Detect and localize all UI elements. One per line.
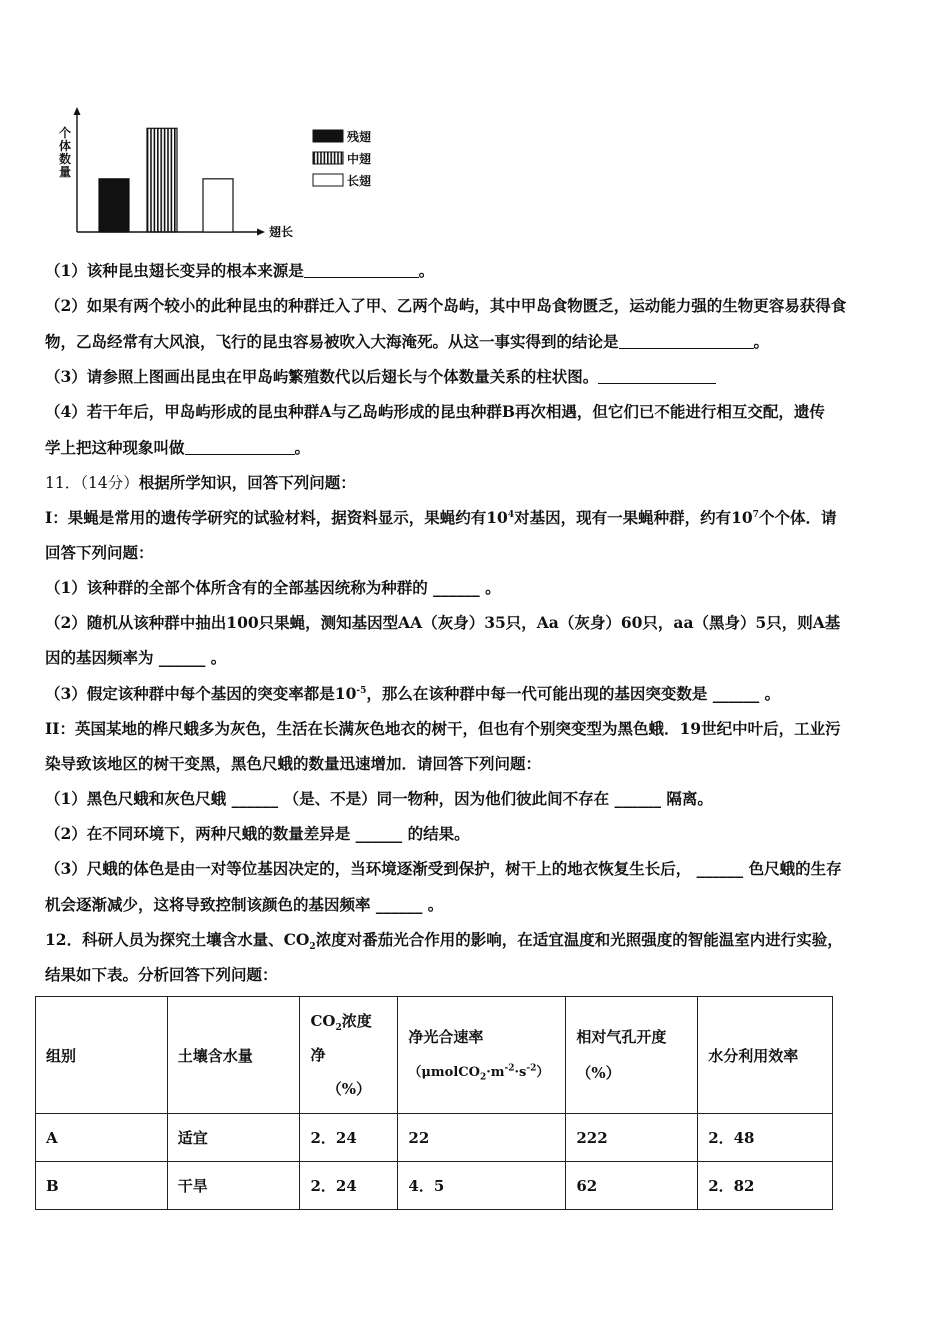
q11-title: 11．（14分）根据所学知识，回答下列问题： (45, 473, 356, 492)
header-net-photosynthesis: 净光合速率 $(\mu molCO_2\cdot m^{-2}\cdot s^{-2})$ (398, 997, 566, 1114)
legend-swatch-中翅 (313, 152, 343, 164)
answer-blank[interactable] (598, 367, 716, 384)
q11-i-part2-line1: （2）随机从该种群中抽出100只果蝇，测知基因型AA（灰身）35只，Aa（灰身）60只，aa（黑身）5只，则A基 (45, 613, 841, 632)
table-row (36, 1114, 833, 1162)
q11-i-line2: 回答下列问题： (45, 543, 154, 562)
cell-stoma: 62 (566, 1162, 698, 1210)
legend-swatch-长翅 (313, 174, 343, 186)
q10-part1: （1）该种昆虫翅长变异的根本来源是 。 (45, 261, 435, 280)
answer-blank[interactable] (619, 332, 754, 349)
header-stomatal-opening: 相对气孔开度 （%） (566, 997, 698, 1114)
cell-co2: 2．24 (300, 1114, 398, 1162)
q11-i-line1: I：果蝇是常用的遗传学研究的试验材料，据资料显示，果蝇约有$10^4$对基因，现有一果蝇种群，约有$10^7$个个体．请 (45, 508, 837, 527)
cell-water: 2．82 (698, 1162, 833, 1210)
x-axis-label: 翅长 (269, 225, 294, 239)
results-table (35, 996, 833, 1210)
y-axis-label-char: 量 (59, 165, 72, 179)
y-axis-label-char: 个 (59, 126, 72, 140)
x-axis-arrow (257, 229, 265, 236)
header-group: 组别 (36, 997, 168, 1114)
bar-残翅 (99, 179, 129, 232)
cell-group: A (36, 1114, 168, 1162)
cell-photo: 22 (398, 1114, 566, 1162)
legend-label: 残翅 (347, 130, 372, 144)
q11-ii-line2: 染导致该地区的树干变黑，黑色尺蛾的数量迅速增加．请回答下列问题： (45, 754, 542, 773)
q10-part2-line1: （2）如果有两个较小的此种昆虫的种群迁入了甲、乙两个岛屿，其中甲岛食物匮乏，运动能力强的生物更容易获得食 (45, 296, 847, 315)
legend-label: 中翅 (347, 152, 372, 166)
cell-group: B (36, 1162, 168, 1210)
bar-长翅 (203, 179, 233, 232)
q10-part3: （3）请参照上图画出昆虫在甲岛屿繁殖数代以后翅长与个体数量关系的柱状图。 (45, 366, 905, 388)
q10-part4-line2: 学上把这种现象叫做 。 (45, 438, 311, 457)
table-row (36, 1162, 833, 1210)
q11-i-part3: （3）假定该种群中每个基因的突变率都是$10^{-5}$，那么在该种群中每一代可能出现的基因突变数是 ______ 。 (45, 684, 781, 703)
legend-label: 长翅 (347, 174, 372, 188)
q11-i-part2-line2: 因的基因频率为 ______ 。 (45, 648, 227, 667)
q12-line1: 12．科研人员为探究土壤含水量、$CO_2$浓度对番茄光合作用的影响，在适宜温度和光照强度的智能温室内进行实验， (45, 930, 843, 953)
cell-soil: 适宜 (167, 1114, 300, 1162)
cell-water: 2．48 (698, 1114, 833, 1162)
answer-blank[interactable] (185, 438, 295, 455)
header-water-efficiency: 水分利用效率 (698, 997, 833, 1114)
q11-ii-part1: （1）黑色尺蛾和灰色尺蛾 ______ （是、不是）同一物种，因为他们彼此间不存在 ______ 隔离。 (45, 789, 713, 808)
wing-length-bar-chart (55, 105, 385, 245)
header-soil-water: 土壤含水量 (167, 997, 300, 1114)
cell-stoma: 222 (566, 1114, 698, 1162)
cell-soil: 干旱 (167, 1162, 300, 1210)
q11-ii-line1: II：英国某地的桦尺蛾多为灰色，生活在长满灰色地衣的树干，但也有个别突变型为黑色蛾．19世纪中叶后，工业污 (45, 719, 841, 738)
y-axis-label-char: 体 (59, 139, 72, 153)
q11-ii-part3-line1: （3）尺蛾的体色是由一对等位基因决定的，当环境逐渐受到保护，树干上的地衣恢复生长后， ______ 色尺蛾的生存 (45, 859, 842, 878)
legend-swatch-残翅 (313, 130, 343, 142)
q11-ii-part2: （2）在不同环境下，两种尺蛾的数量差异是 ______ 的结果。 (45, 824, 470, 843)
q10-part2-line2: 物，乙岛经常有大风浪，飞行的昆虫容易被吹入大海淹死。从这一事实得到的结论是 。 (45, 332, 770, 351)
y-axis-label (59, 125, 71, 179)
answer-blank[interactable] (304, 261, 419, 278)
chart-legend (313, 129, 371, 188)
bar-中翅 (147, 128, 177, 232)
header-co2: $CO_2$浓度 净 （%） (300, 997, 398, 1114)
table-header-row (36, 997, 833, 1114)
cell-photo: 4．5 (398, 1162, 566, 1210)
q11-ii-part3-line2: 机会逐渐减少，这将导致控制该颜色的基因频率 ______ 。 (45, 895, 444, 914)
cell-co2: 2．24 (300, 1162, 398, 1210)
y-axis-label-char: 数 (59, 152, 72, 166)
q10-part4-line1: （4）若干年后，甲岛屿形成的昆虫种群A与乙岛屿形成的昆虫种群B再次相遇，但它们已不能进行相互交配，遗传 (45, 402, 825, 421)
y-axis-arrow (74, 107, 81, 115)
q11-i-part1: （1）该种群的全部个体所含有的全部基因统称为种群的 ______ 。 (45, 578, 501, 597)
q12-line2: 结果如下表。分析回答下列问题： (45, 965, 278, 984)
